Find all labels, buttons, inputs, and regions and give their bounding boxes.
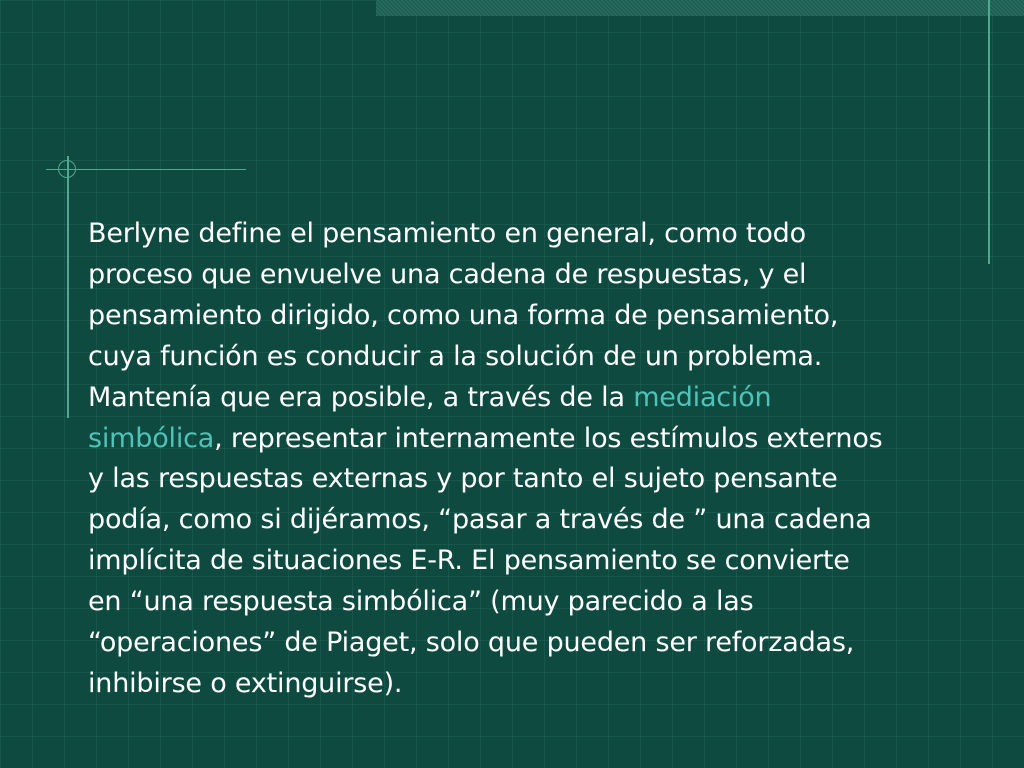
text-line-6 (88, 419, 1008, 460)
text-line-2: proceso que envuelve una cadena de respuestas, y el (88, 258, 807, 290)
text-line-7: y las respuestas externas y por tanto el sujeto pensante (88, 463, 838, 495)
text-line-5 (88, 378, 1008, 419)
highlight-simbolica: simbólica (88, 422, 215, 454)
text-line-1: Berlyne define el pensamiento en general, como todo (88, 218, 806, 249)
text-line-12: inhibirse o extinguirse). (88, 667, 403, 699)
left-vertical-decorative-line (67, 156, 69, 418)
text-line-5-start: Mantenía que era posible, a través de la (88, 381, 634, 413)
highlight-mediacion: mediación (633, 381, 772, 413)
text-line-9: implícita de situaciones E-R. El pensamiento se convierte (88, 545, 850, 577)
text-line-8: podía, como si dijéramos, “pasar a través de ” una cadena (88, 504, 872, 536)
text-line-10: en “una respuesta simbólica” (muy parecido a las (88, 586, 754, 618)
text-line-11: “operaciones” de Piaget, solo que pueden ser reforzadas, (88, 627, 855, 659)
text-line-6-rest: , representar internamente los estímulos externos (214, 422, 883, 454)
text-line-3: pensamiento dirigido, como una forma de pensamiento, (88, 299, 839, 331)
slide-body-text (88, 214, 1008, 705)
left-horizontal-decorative-line (46, 169, 246, 170)
top-decorative-band (376, 0, 1024, 16)
crosshair-circle-icon (58, 160, 76, 178)
text-line-4: cuya función es conducir a la solución de un problema. (88, 340, 823, 372)
